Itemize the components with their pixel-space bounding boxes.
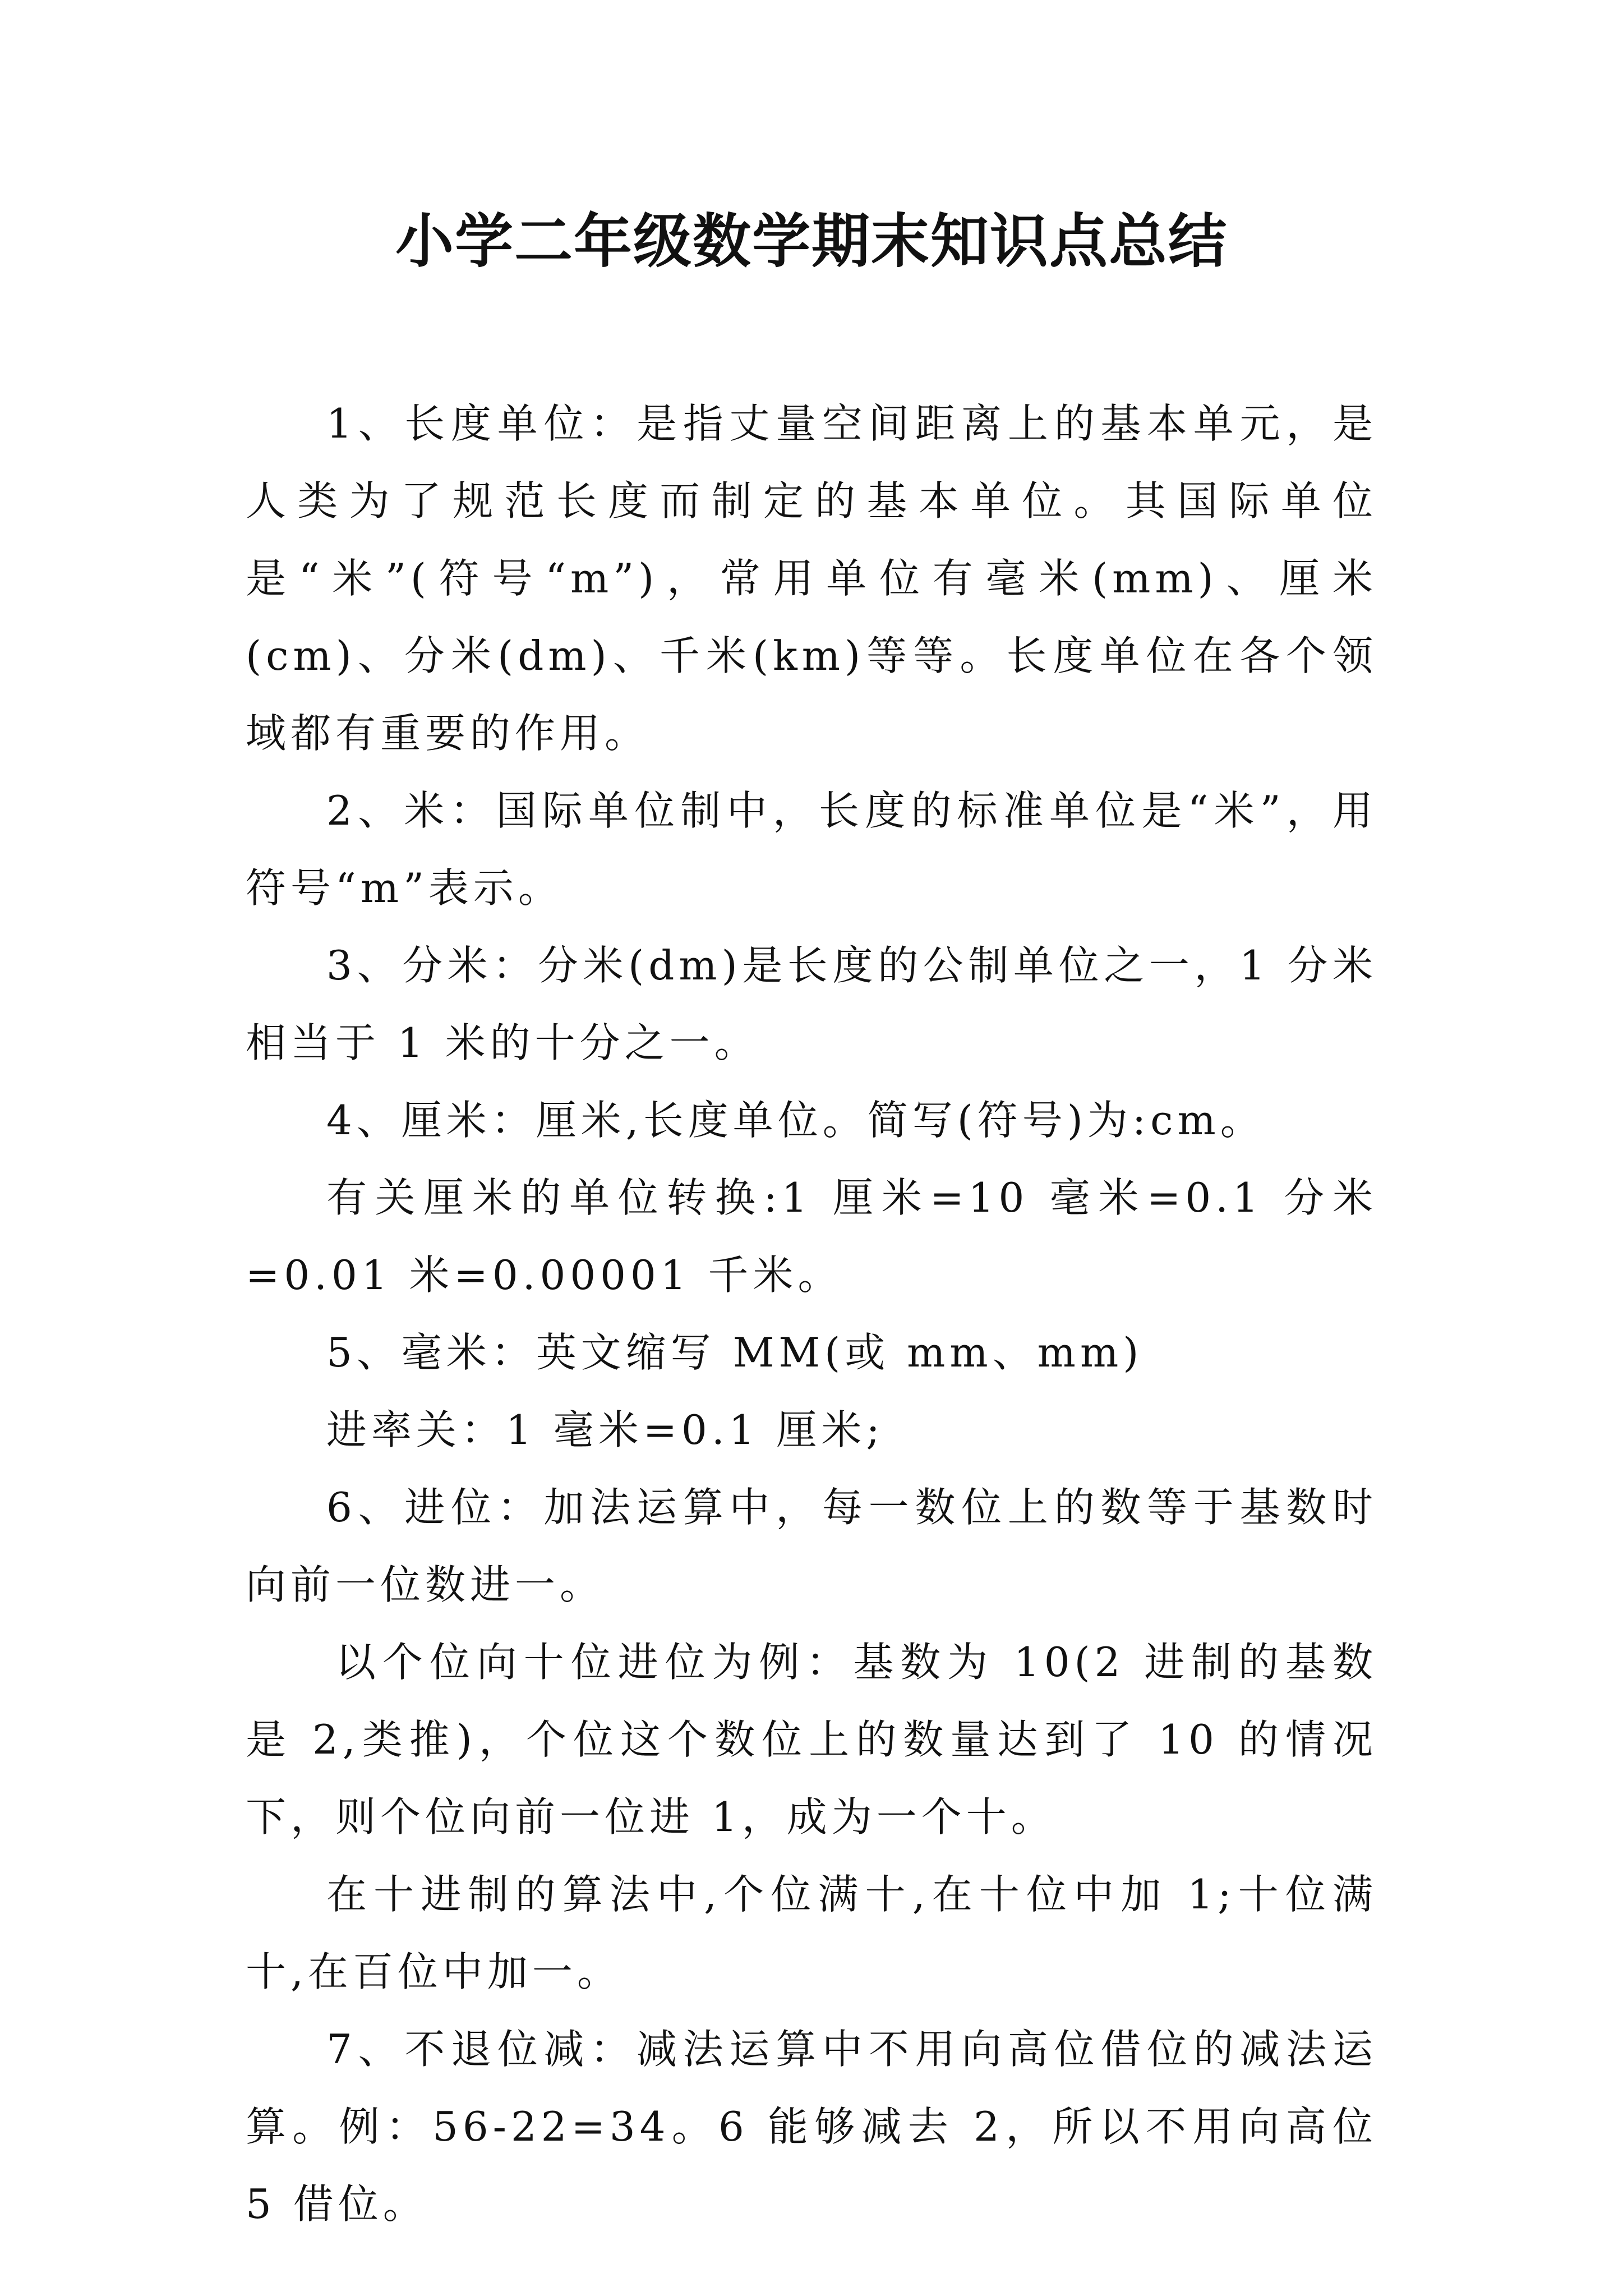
paragraph-centimeter-conversion: 有关厘米的单位转换:1 厘米=10 毫米=0.1 分米=0.01 米=0.00001 千米。 xyxy=(246,1174,1377,1299)
paragraph-decimal-carry: 在十进制的算法中,个位满十,在十位中加 1;十位满十,在百位中加一。 xyxy=(246,1871,1377,1995)
paragraph-no-borrow-subtraction: 7、不退位减：减法运算中不用向高位借位的减法运算。例：56-22=34。6 能够减去 2，所以不用向高位 5 借位。 xyxy=(246,2026,1377,2228)
document-body xyxy=(246,385,1377,2243)
document-title: 小学二年级数学期末知识点总结 xyxy=(395,207,1228,275)
paragraph-carry-example: 以个位向十位进位为例：基数为 10(2 进制的基数是 2,类推)，个位这个数位上的数量达到了 10 的情况下，则个位向前一位进 1，成为一个十。 xyxy=(246,1639,1377,1841)
paragraph-carry: 6、进位：加法运算中，每一数位上的数等于基数时向前一位数进一。 xyxy=(246,1484,1377,1608)
paragraph-length-unit: 1、长度单位：是指丈量空间距离上的基本单元，是人类为了规范长度而制定的基本单位。其国际单位是“米”(符号“m”)，常用单位有毫米(mm)、厘米(cm)、分米(dm)、千米(km)等等。长度单位在各个领域都有重要的作用。 xyxy=(246,400,1377,757)
paragraph-decimeter: 3、分米：分米(dm)是长度的公制单位之一，1 分米相当于 1 米的十分之一。 xyxy=(246,942,1377,1066)
paragraph-millimeter: 5、毫米：英文缩写 MM(或 mm、mm) xyxy=(326,1329,1144,1376)
paragraph-meter: 2、米：国际单位制中，长度的标准单位是“米”，用符号“m”表示。 xyxy=(246,787,1377,912)
paragraph-centimeter: 4、厘米：厘米,长度单位。简写(符号)为:cm。 xyxy=(326,1097,1265,1144)
paragraph-millimeter-rate: 进率关：1 毫米=0.1 厘米; xyxy=(326,1406,884,1453)
